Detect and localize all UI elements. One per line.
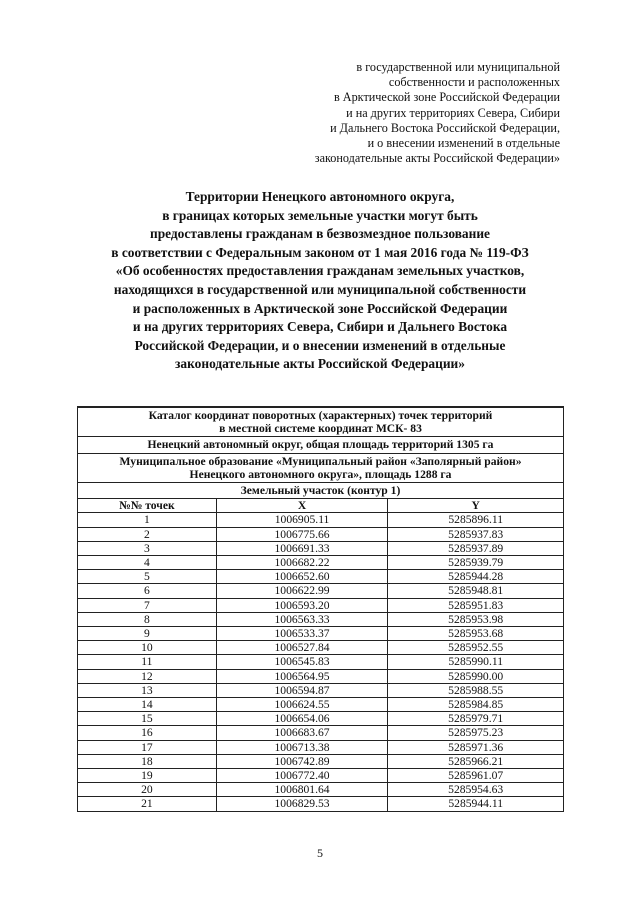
catalog-caption-line: Каталог координат поворотных (характерных) точек территорий [148, 409, 493, 422]
y-coordinate-cell: 5285939.79 [388, 556, 564, 570]
x-coordinate-cell: 1006593.20 [216, 598, 388, 612]
municipality-caption-line: Ненецкого автономного округа», площадь 1288 га [189, 467, 452, 481]
point-number-cell: 20 [78, 783, 217, 797]
header-line: в Арктической зоне Российской Федерации [333, 90, 560, 105]
table-header-row [78, 499, 564, 513]
point-number-cell: 16 [78, 726, 217, 740]
x-coordinate-cell: 1006652.60 [216, 570, 388, 584]
x-coordinate-cell: 1006545.83 [216, 655, 388, 669]
municipality-row [78, 453, 564, 482]
y-coordinate-cell: 5285937.89 [388, 541, 564, 555]
municipality-caption-line: Муниципальное образование «Муниципальный район «Заполярный район» [119, 454, 522, 468]
plot-row [78, 483, 564, 499]
x-coordinate-cell: 1006683.67 [216, 726, 388, 740]
x-coordinate-cell: 1006594.87 [216, 683, 388, 697]
x-coordinate-cell: 1006624.55 [216, 698, 388, 712]
coordinates-table [77, 406, 564, 812]
header-line: и на других территориях Севера, Сибири [346, 105, 560, 120]
title-line: предоставлены гражданам в безвозмездное пользование [149, 226, 490, 242]
table-row [78, 769, 564, 783]
x-coordinate-cell: 1006527.84 [216, 641, 388, 655]
table-row [78, 627, 564, 641]
title-line: и на других территориях Севера, Сибири и Дальнего Востока [132, 319, 508, 335]
point-number-cell: 1 [78, 513, 217, 527]
district-caption: Ненецкий автономный округ, общая площадь территорий 1305 га [78, 437, 564, 453]
district-row [78, 437, 564, 453]
table-row [78, 556, 564, 570]
x-coordinate-cell: 1006713.38 [216, 740, 388, 754]
point-number-cell: 14 [78, 698, 217, 712]
municipality-caption [78, 453, 564, 482]
table-row [78, 527, 564, 541]
y-coordinate-cell: 5285953.98 [388, 612, 564, 626]
table-row [78, 641, 564, 655]
x-coordinate-cell: 1006772.40 [216, 769, 388, 783]
point-number-cell: 8 [78, 612, 217, 626]
title-line: законодательные акты Российской Федерации» [175, 356, 465, 372]
catalog-caption-line: в местной системе координат МСК- 83 [219, 422, 422, 436]
point-number-cell: 10 [78, 641, 217, 655]
point-number-cell: 19 [78, 769, 217, 783]
x-coordinate-cell: 1006829.53 [216, 797, 388, 811]
y-coordinate-cell: 5285979.71 [388, 712, 564, 726]
x-coordinate-cell: 1006654.06 [216, 712, 388, 726]
point-number-cell: 3 [78, 541, 217, 555]
y-coordinate-cell: 5285951.83 [388, 598, 564, 612]
y-coordinate-cell: 5285990.00 [388, 669, 564, 683]
point-number-cell: 13 [78, 683, 217, 697]
table-row [78, 698, 564, 712]
x-coordinate-cell: 1006563.33 [216, 612, 388, 626]
x-coordinate-cell: 1006682.22 [216, 556, 388, 570]
x-coordinate-cell: 1006742.89 [216, 754, 388, 768]
page-number: 5 [317, 846, 323, 860]
point-number-cell: 17 [78, 740, 217, 754]
x-coordinate-cell: 1006622.99 [216, 584, 388, 598]
point-number-cell: 18 [78, 754, 217, 768]
x-coordinate-cell: 1006801.64 [216, 783, 388, 797]
y-coordinate-cell: 5285961.07 [388, 769, 564, 783]
title-line: Российской Федерации, и о внесении изменений в отдельные [134, 337, 506, 353]
y-coordinate-cell: 5285966.21 [388, 754, 564, 768]
y-coordinate-cell: 5285988.55 [388, 683, 564, 697]
table-row [78, 669, 564, 683]
y-coordinate-cell: 5285937.83 [388, 527, 564, 541]
catalog-caption-row [78, 407, 564, 437]
point-number-cell: 4 [78, 556, 217, 570]
point-number-cell: 6 [78, 584, 217, 598]
plot-caption: Земельный участок (контур 1) [78, 483, 564, 499]
y-coordinate-cell: 5285944.11 [388, 797, 564, 811]
y-coordinate-cell: 5285953.68 [388, 627, 564, 641]
header-line: законодательные акты Российской Федерации» [314, 151, 560, 166]
header-line: собственности и расположенных [388, 75, 560, 90]
y-coordinate-cell: 5285896.11 [388, 513, 564, 527]
document-title [60, 188, 580, 374]
y-coordinate-cell: 5285975.23 [388, 726, 564, 740]
y-coordinate-cell: 5285990.11 [388, 655, 564, 669]
title-line: «Об особенностях предоставления гражданам земельных участков, [115, 263, 525, 279]
y-coordinate-cell: 5285971.36 [388, 740, 564, 754]
y-coordinate-cell: 5285944.28 [388, 570, 564, 584]
catalog-caption [78, 407, 564, 437]
point-number-cell: 5 [78, 570, 217, 584]
x-coordinate-cell: 1006775.66 [216, 527, 388, 541]
table-row [78, 712, 564, 726]
table-row [78, 598, 564, 612]
table-row [78, 513, 564, 527]
column-header-y: Y [388, 499, 564, 513]
title-line: и расположенных в Арктической зоне Российской Федерации [132, 300, 508, 316]
point-number-cell: 2 [78, 527, 217, 541]
x-coordinate-cell: 1006691.33 [216, 541, 388, 555]
point-number-cell: 11 [78, 655, 217, 669]
table-row [78, 726, 564, 740]
table-row [78, 683, 564, 697]
title-line: в соответствии с Федеральным законом от 1 мая 2016 года № 119-ФЗ [111, 244, 529, 260]
y-coordinate-cell: 5285948.81 [388, 584, 564, 598]
point-number-cell: 7 [78, 598, 217, 612]
column-header-x: X [216, 499, 388, 513]
x-coordinate-cell: 1006905.11 [216, 513, 388, 527]
point-number-cell: 15 [78, 712, 217, 726]
y-coordinate-cell: 5285952.55 [388, 641, 564, 655]
x-coordinate-cell: 1006564.95 [216, 669, 388, 683]
title-line: находящихся в государственной или муниципальной собственности [113, 281, 527, 297]
header-reference-block [260, 60, 560, 166]
table-row [78, 655, 564, 669]
title-line: Территории Ненецкого автономного округа, [185, 189, 455, 204]
y-coordinate-cell: 5285984.85 [388, 698, 564, 712]
point-number-cell: 12 [78, 669, 217, 683]
table-row [78, 797, 564, 811]
table-row [78, 754, 564, 768]
table-row [78, 612, 564, 626]
header-line: в государственной или муниципальной [356, 60, 560, 74]
table-row [78, 584, 564, 598]
table-row [78, 570, 564, 584]
point-number-cell: 21 [78, 797, 217, 811]
table-row [78, 740, 564, 754]
column-header-point-number: №№ точек [78, 499, 217, 513]
header-line: и Дальнего Востока Российской Федерации, [330, 120, 560, 135]
header-line: и о внесении изменений в отдельные [367, 136, 560, 151]
x-coordinate-cell: 1006533.37 [216, 627, 388, 641]
title-line: в границах которых земельные участки могут быть [162, 207, 478, 223]
y-coordinate-cell: 5285954.63 [388, 783, 564, 797]
table-row [78, 541, 564, 555]
table-row [78, 783, 564, 797]
point-number-cell: 9 [78, 627, 217, 641]
